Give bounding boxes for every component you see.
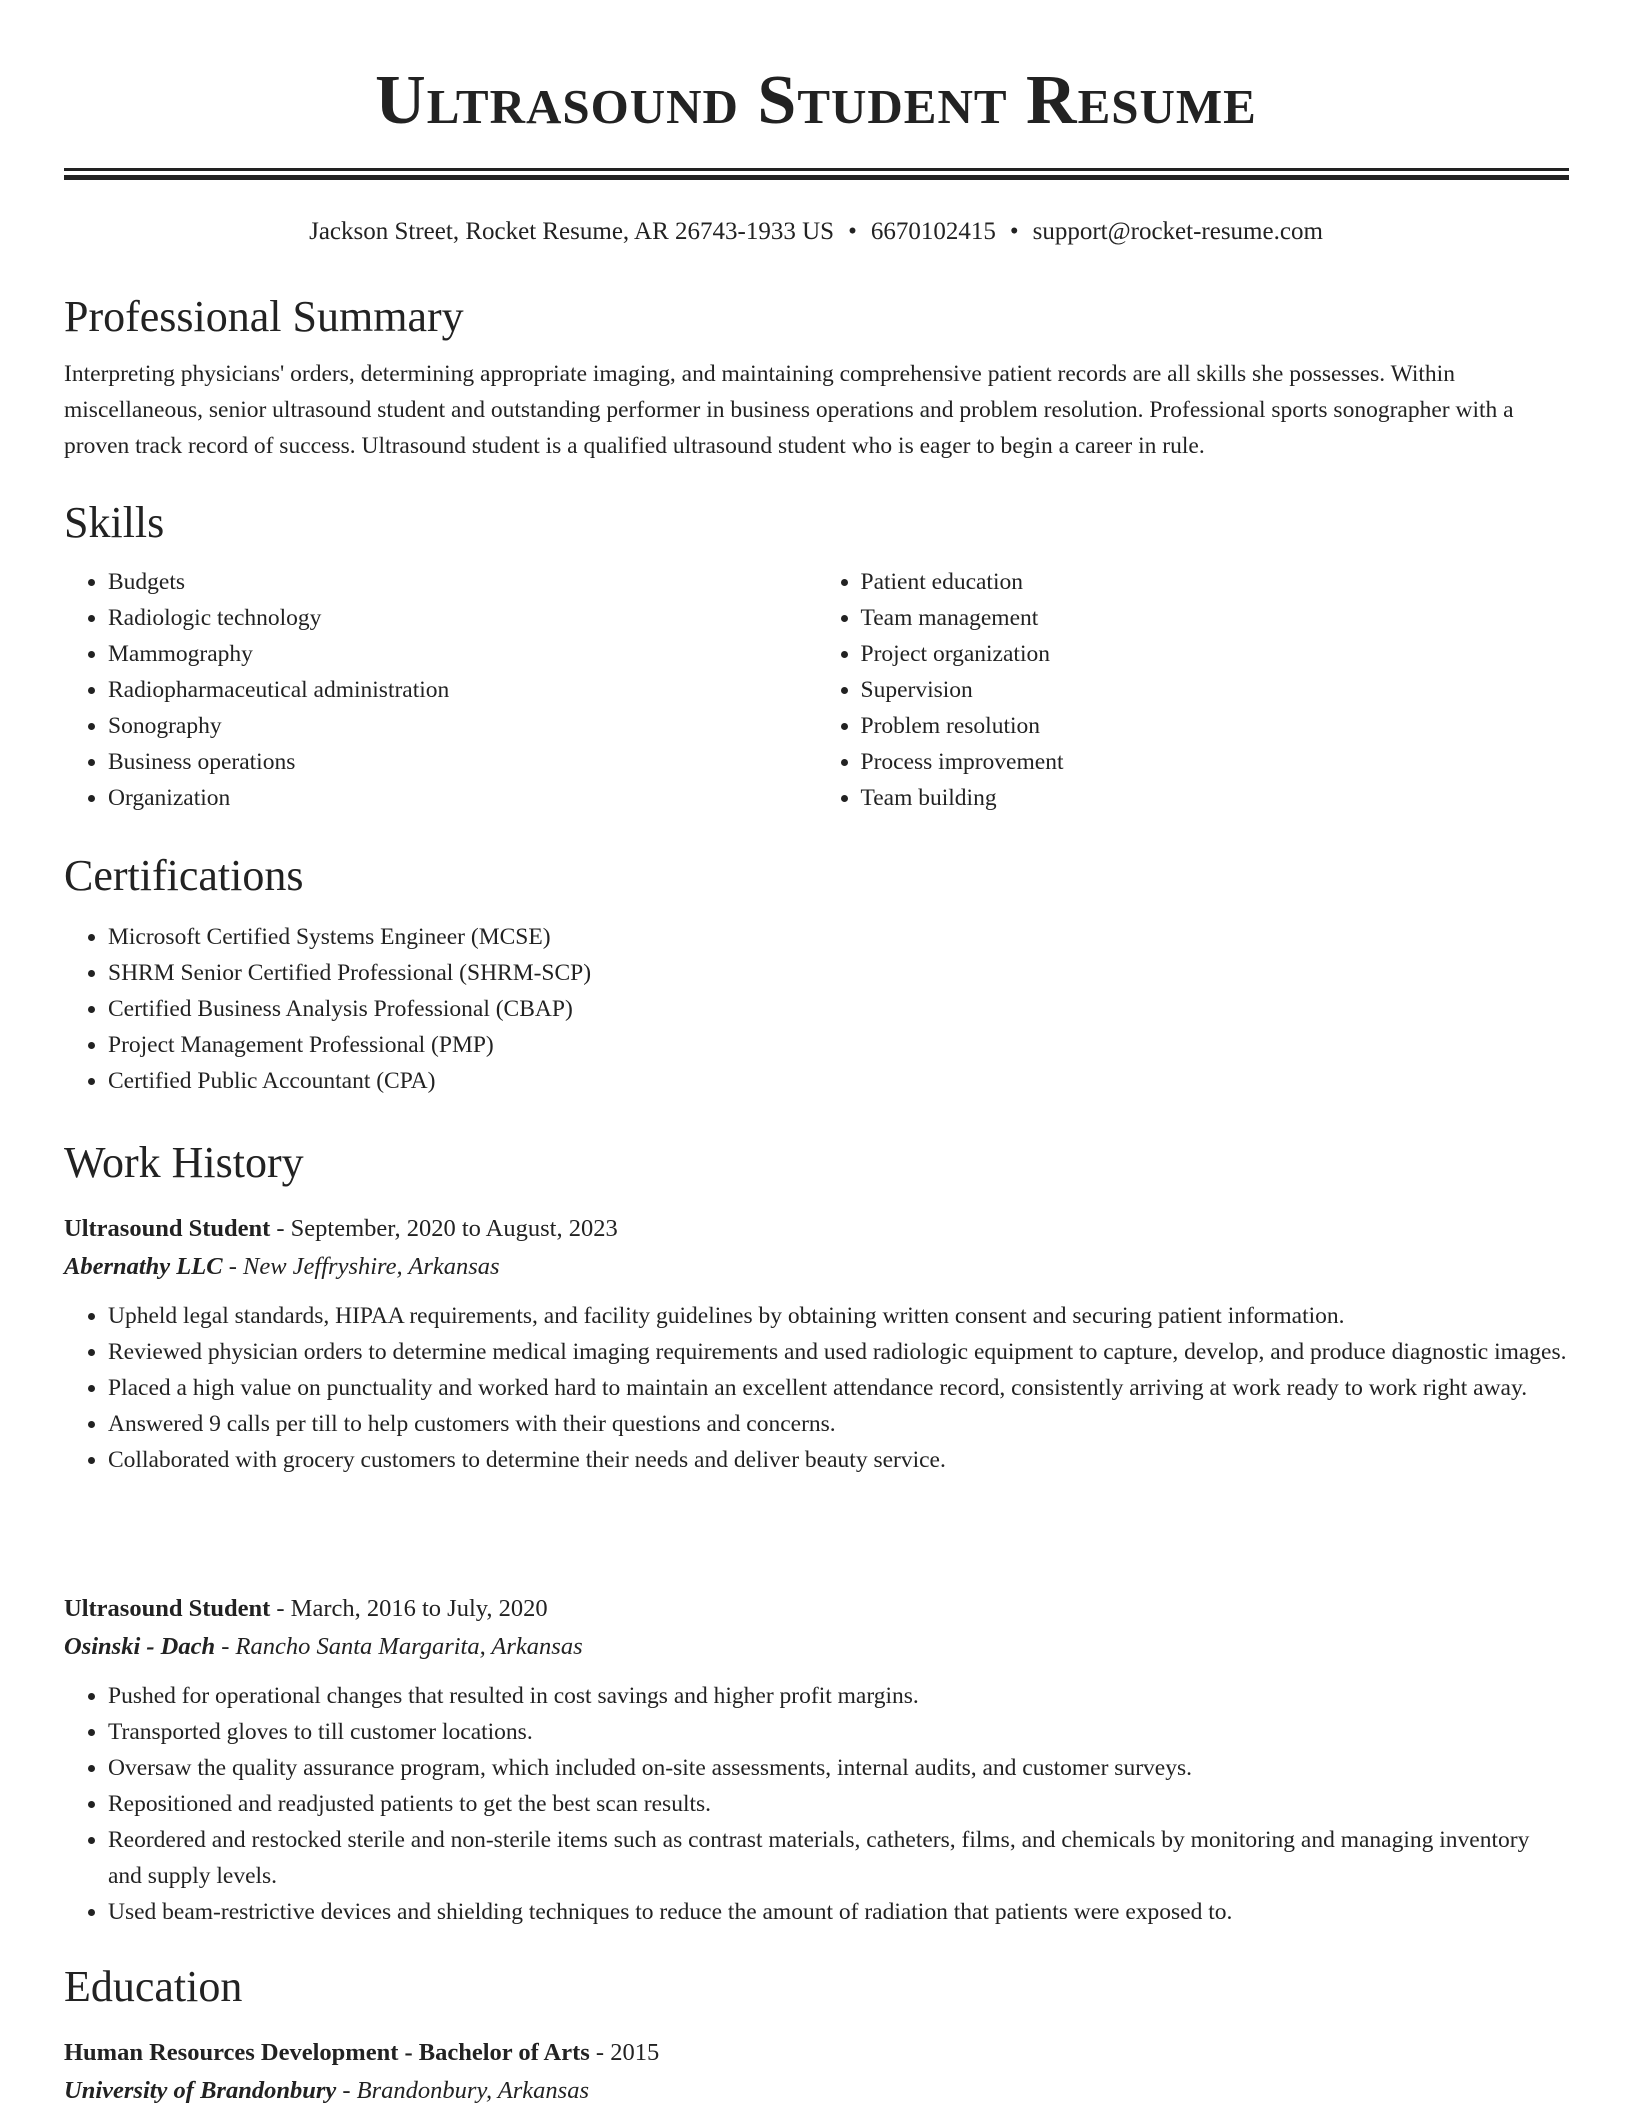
certifications-section [64, 851, 1569, 1099]
job-duties-list [64, 1298, 1569, 1478]
school-line [64, 2072, 1569, 2110]
work-history-section [64, 1138, 1569, 1188]
duty-item: • Repositioned and readjusted patients to get the best scan results. [108, 1786, 1569, 1822]
job-title-line [64, 1210, 1569, 1248]
job-entry [64, 1590, 1569, 1930]
skill-item: • Mammography [108, 636, 817, 672]
graduation-year: - 2015 [589, 2039, 660, 2066]
school-name: University of Brandonbury [64, 2077, 337, 2104]
certification-item: • Certified Business Analysis Professional (CBAP) [108, 991, 1569, 1027]
certifications-list [64, 919, 1569, 1099]
skill-item: • Supervision [861, 672, 1570, 708]
degree-line [64, 2034, 1569, 2072]
certification-item: • Microsoft Certified Systems Engineer (MCSE) [108, 919, 1569, 955]
skills-heading: Skills [64, 498, 165, 547]
skill-item: • Sonography [108, 708, 817, 744]
summary-section [64, 292, 1569, 464]
job-dates: - September, 2020 to August, 2023 [270, 1215, 618, 1242]
contact-line [0, 216, 1632, 248]
contact-address: Jackson Street, Rocket Resume, AR 26743-1933 US [309, 218, 835, 245]
contact-separator: • [848, 218, 857, 245]
resume-title: Ultrasound Student Resume [375, 62, 1257, 139]
certification-item: • Project Management Professional (PMP) [108, 1027, 1569, 1063]
duty-item: • Collaborated with grocery customers to determine their needs and deliver beauty service. [108, 1442, 1569, 1478]
title-rule-thick [64, 175, 1569, 180]
contact-phone: 6670102415 [870, 218, 996, 245]
skill-item: • Process improvement [861, 744, 1570, 780]
job-duties-list [64, 1678, 1569, 1930]
certification-item: • Certified Public Accountant (CPA) [108, 1063, 1569, 1099]
company-line [64, 1628, 1569, 1666]
skill-item: • Radiologic technology [108, 600, 817, 636]
company-location: - New Jeffryshire, Arkansas [222, 1253, 500, 1280]
skill-item: • Budgets [108, 564, 817, 600]
skill-item: • Team building [861, 780, 1570, 816]
summary-heading: Professional Summary [64, 292, 464, 341]
school-location: - Brandonbury, Arkansas [336, 2077, 589, 2104]
duty-item: • Answered 9 calls per till to help customers with their questions and concerns. [108, 1406, 1569, 1442]
contact-email: support@rocket-resume.com [1032, 218, 1323, 245]
skill-item: • Team management [861, 600, 1570, 636]
company-name: Abernathy LLC [64, 1253, 223, 1280]
duty-item: • Transported gloves to till customer locations. [108, 1714, 1569, 1750]
skills-list-right [817, 564, 1570, 816]
skills-columns [64, 564, 1569, 816]
work-history-heading: Work History [64, 1138, 304, 1187]
skill-item: • Problem resolution [861, 708, 1570, 744]
education-entry [64, 2034, 1569, 2110]
skill-item: • Radiopharmaceutical administration [108, 672, 817, 708]
certifications-heading: Certifications [64, 851, 304, 900]
skill-item: • Project organization [861, 636, 1570, 672]
duty-item: • Upheld legal standards, HIPAA requirements, and facility guidelines by obtaining written consent and securing patient information. [108, 1298, 1569, 1334]
title-rule-thin [64, 168, 1569, 171]
skills-list-left [64, 564, 817, 816]
company-name: Osinski - Dach [64, 1633, 216, 1660]
company-line [64, 1248, 1569, 1286]
duty-item: • Reviewed physician orders to determine medical imaging requirements and used radiologic equipment to capture, develop, and produce diagnostic images. [108, 1334, 1569, 1370]
skills-section [64, 498, 1569, 816]
skill-item: • Patient education [861, 564, 1570, 600]
job-entry [64, 1210, 1569, 1478]
job-dates: - March, 2016 to July, 2020 [270, 1595, 548, 1622]
job-title-line [64, 1590, 1569, 1628]
job-title: Ultrasound Student [64, 1595, 271, 1622]
duty-item: • Oversaw the quality assurance program, which included on-site assessments, internal audits, and customer surveys. [108, 1750, 1569, 1786]
job-title: Ultrasound Student [64, 1215, 271, 1242]
education-section [64, 1962, 1569, 2012]
certification-item: • SHRM Senior Certified Professional (SHRM-SCP) [108, 955, 1569, 991]
company-location: - Rancho Santa Margarita, Arkansas [215, 1633, 583, 1660]
degree-name: Human Resources Development - Bachelor of Arts [64, 2039, 590, 2066]
contact-separator: • [1009, 218, 1019, 245]
skill-item: • Organization [108, 780, 817, 816]
duty-item: • Used beam-restrictive devices and shielding techniques to reduce the amount of radiation that patients were exposed to. [108, 1894, 1569, 1930]
skill-item: • Business operations [108, 744, 817, 780]
education-heading: Education [64, 1962, 243, 2011]
duty-item: • Placed a high value on punctuality and worked hard to maintain an excellent attendance record, consistently arriving at work ready to work right away. [108, 1370, 1569, 1406]
summary-text: Interpreting physicians' orders, determining appropriate imaging, and maintaining comprehensive patient records are all skills she possesses. Within miscellaneous, senior ultrasound student and outstanding performer in business operations and problem resolution. Professional sports sonographer with a proven track record of success. Ultrasound student is a qualified ultrasound student who is eager to begin a career in rule. [64, 361, 1514, 459]
duty-item: • Reordered and restocked sterile and non-sterile items such as contrast materials, catheters, films, and chemicals by monitoring and managing inventory and supply levels. [108, 1822, 1569, 1894]
duty-item: • Pushed for operational changes that resulted in cost savings and higher profit margins. [108, 1678, 1569, 1714]
